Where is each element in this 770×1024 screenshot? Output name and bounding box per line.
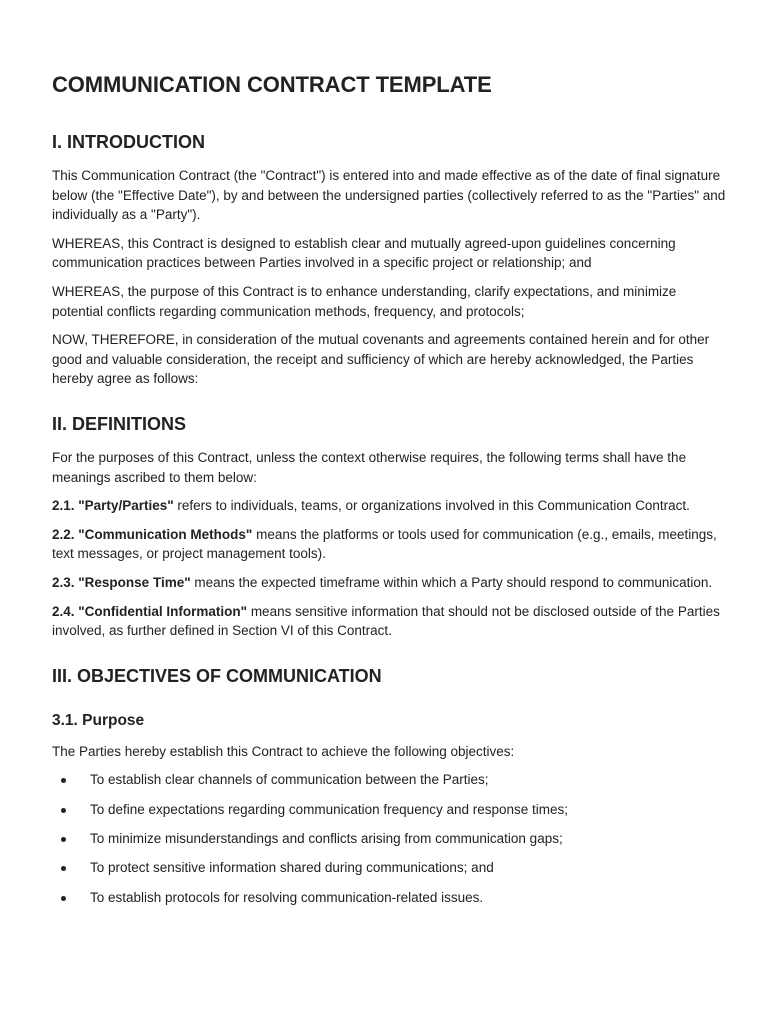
definition-text: means the platforms or tools used for communication (e.g., emails, meetings, text messages, or project management tools). xyxy=(52,526,717,562)
list-item xyxy=(52,888,726,917)
definition-term: 2.3. "Response Time" xyxy=(52,574,191,590)
section-heading-objectives: III. OBJECTIVES OF COMMUNICATION xyxy=(52,665,382,686)
intro-paragraph: This Communication Contract (the "Contract") is entered into and made effective as of the date of final signature below (the "Effective Date"), by and between the undersigned parties (collectively referred to as the "Parties" and individually as a "Party"). xyxy=(52,168,726,223)
list-item-text: To establish protocols for resolving communication-related issues. xyxy=(90,889,484,905)
subsection-heading-purpose: 3.1. Purpose xyxy=(52,711,145,729)
list-item-text: To establish clear channels of communication between the Parties; xyxy=(90,772,489,788)
bullet-icon xyxy=(61,837,66,842)
list-item xyxy=(52,800,726,829)
bullet-icon xyxy=(61,808,66,813)
definition-text: means the expected timeframe within which a Party should respond to communication. xyxy=(190,574,713,590)
definition-term: 2.2. "Communication Methods" xyxy=(52,526,253,542)
bullet-icon xyxy=(61,778,66,783)
whereas-paragraph: WHEREAS, this Contract is designed to establish clear and mutually agreed-upon guidelines concerning communication practices between Parties involved in a specific project or relationship; and xyxy=(52,235,676,271)
bullet-icon xyxy=(61,896,66,901)
bullet-icon xyxy=(61,866,66,871)
objectives-list xyxy=(52,770,726,917)
list-item-text: To protect sensitive information shared during communications; and xyxy=(90,860,494,876)
definition-item xyxy=(52,602,726,641)
definition-item xyxy=(52,525,726,564)
document-title: COMMUNICATION CONTRACT TEMPLATE xyxy=(52,72,492,97)
definition-item xyxy=(52,573,726,593)
definition-term: 2.4. "Confidential Information" xyxy=(52,603,248,619)
list-item xyxy=(52,770,726,799)
definition-text: means sensitive information that should not be disclosed outside of the Parties involved, as further defined in Section VI of this Contract. xyxy=(52,603,720,639)
section-heading-introduction: I. INTRODUCTION xyxy=(52,132,205,152)
list-item xyxy=(52,858,726,887)
definition-term: 2.1. "Party/Parties" xyxy=(52,498,174,514)
definitions-intro-paragraph: For the purposes of this Contract, unless the context otherwise requires, the following terms shall have the meanings ascribed to them below: xyxy=(52,449,687,485)
list-item-text: To minimize misunderstandings and conflicts arising from communication gaps; xyxy=(90,831,563,847)
definition-text: refers to individuals, teams, or organizations involved in this Communication Contract. xyxy=(173,498,690,514)
section-heading-definitions: II. DEFINITIONS xyxy=(52,413,187,434)
whereas-paragraph: WHEREAS, the purpose of this Contract is to enhance understanding, clarify expectations, and minimize potential conflicts regarding communication methods, frequency, and protocols; xyxy=(52,283,677,319)
now-therefore-paragraph: NOW, THEREFORE, in consideration of the mutual covenants and agreements contained herein and for other good and valuable consideration, the receipt and sufficiency of which are hereby acknowledged, the Parties hereby agree as follows: xyxy=(52,332,710,387)
list-item xyxy=(52,829,726,858)
definition-item xyxy=(52,496,726,516)
objectives-intro-paragraph: The Parties hereby establish this Contract to achieve the following objectives: xyxy=(52,743,515,759)
list-item-text: To define expectations regarding communication frequency and response times; xyxy=(90,801,569,817)
